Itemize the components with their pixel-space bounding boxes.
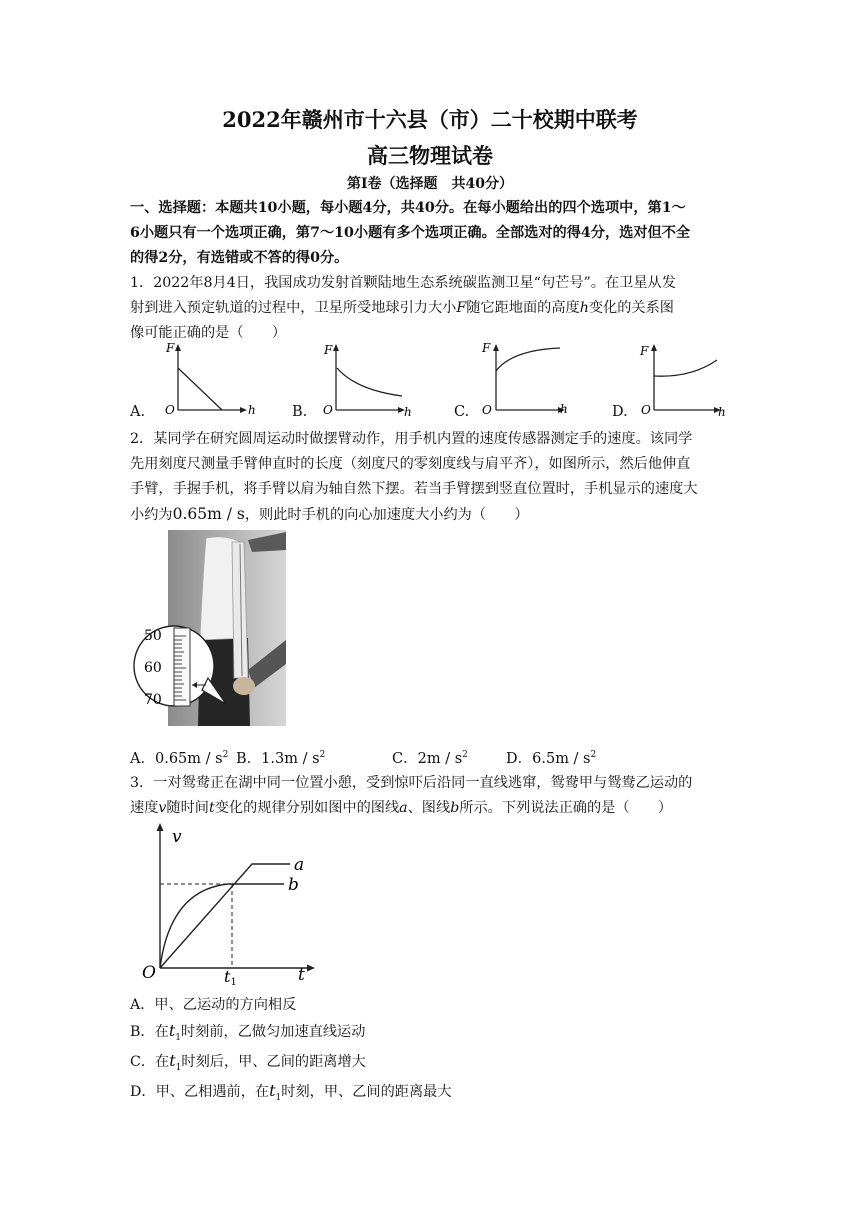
q1a-axis-y: F	[166, 341, 175, 355]
ruler-mark-50: 50	[144, 628, 162, 644]
q1a-axis-x: h	[248, 403, 256, 417]
option-sup: 2	[590, 750, 597, 761]
option-text: C．在	[130, 1054, 170, 1070]
q2-line-1: 2．某同学在研究圆周运动时做摆臂动作，用手机内置的速度传感器测定手的速度。该同学	[130, 431, 693, 447]
q3-option-d	[130, 1078, 730, 1111]
q2-option-b	[236, 747, 325, 768]
q1b-axis-x: h	[404, 405, 412, 419]
q1-text: 变化的关系图	[588, 300, 674, 316]
var-t: t	[208, 800, 215, 816]
option-letter: C．	[392, 751, 418, 767]
q3-text: 随时间	[166, 800, 209, 816]
q3-option-b	[130, 1018, 730, 1051]
q1c-axis-y: F	[482, 341, 491, 355]
var-t1-sub: 1	[175, 1062, 182, 1073]
var-h: h	[579, 300, 589, 316]
q3-axis-x: t	[298, 965, 305, 985]
q3-text: 变化的规律分别如图中的图线	[214, 800, 400, 816]
option-text: B．在	[130, 1024, 169, 1040]
q1-option-c-graph	[478, 336, 578, 420]
ruler-mark-60: 60	[144, 660, 162, 676]
q1-option-b-graph	[318, 338, 418, 420]
var-t1: t	[269, 1081, 276, 1100]
var-a: a	[399, 800, 408, 816]
option-value: 0.65m / s	[154, 751, 223, 767]
var-v: v	[158, 800, 167, 816]
ruler-mark-70: 70	[144, 692, 162, 708]
q3-text: 所示。下列说法正确的是（ ）	[459, 800, 673, 816]
option-sup: 2	[319, 750, 326, 761]
option-text: 时刻，甲、乙间的距离最大	[281, 1084, 452, 1100]
option-value: 6.5m / s	[532, 751, 591, 767]
q1c-origin: O	[482, 403, 492, 417]
q3-label-b: b	[288, 875, 299, 895]
q3-option-c	[130, 1048, 730, 1081]
q1-option-a-letter: A.	[130, 404, 146, 420]
q1b-origin: O	[323, 403, 333, 417]
q1c-axis-x: h	[560, 402, 568, 416]
tick-t: t	[224, 967, 231, 986]
q3-text: 速度	[130, 800, 159, 816]
q1-option-d-graph	[636, 338, 732, 420]
option-sup: 2	[462, 750, 468, 761]
q1a-origin: O	[165, 403, 175, 417]
q3-text: 、图线	[407, 800, 451, 816]
var-t1-sub: 1	[175, 1032, 181, 1043]
q1-option-c-letter: C.	[454, 404, 470, 420]
q1-option-a-graph	[160, 338, 260, 420]
q1-line-1: 1．2022年8月4日，我国成功发射首颗陆地生态系统碳监测卫星“句芒号”。在卫星从发	[130, 275, 676, 291]
q2-speed-value: 0.65m / s	[172, 505, 245, 523]
q1-option-b-letter: B.	[292, 404, 308, 420]
q3-axis-y: v	[172, 827, 182, 847]
option-text: 时刻前，乙做匀加速直线运动	[180, 1024, 366, 1040]
q3-tick-t1	[224, 967, 237, 988]
q3-line-1: 3．一对鸳鸯正在湖中同一位置小憩，受到惊吓后沿同一直线逃窜，鸳鸯甲与鸳鸯乙运动的	[130, 775, 693, 791]
q1d-origin: O	[641, 403, 651, 417]
q3-option-a: A．甲、乙运动的方向相反	[130, 997, 297, 1013]
q3-label-a: a	[294, 855, 305, 875]
q1-option-d-letter: D.	[612, 404, 628, 420]
option-sup: 2	[222, 750, 229, 761]
q2-option-d	[506, 747, 596, 768]
option-letter: D．	[506, 751, 533, 767]
q2-line-2: 先用刻度尺测量手臂伸直时的长度（刻度尺的零刻度线与肩平齐），如图所示，然后他伸直	[130, 456, 691, 472]
exam-subtitle: 高三物理试卷	[367, 143, 493, 168]
q1-text: 随它距地面的高度	[466, 300, 580, 316]
var-t1-sub: 1	[275, 1092, 282, 1103]
option-value: 2m / s	[417, 751, 463, 767]
section-heading: 第Ⅰ卷（选择题 共40分）	[346, 176, 514, 192]
q1-line-3: 像可能正确的是（ ）	[130, 325, 287, 341]
exam-title: 2022年赣州市十六县（市）二十校期中联考	[222, 107, 638, 132]
q1-line-2	[130, 296, 730, 321]
var-F: F	[456, 300, 467, 316]
instructions-line-1: 一、选择题：本题共10小题，每小题4分，共40分。在每小题给出的四个选项中，第1～	[130, 200, 686, 216]
option-text: D．甲、乙相遇前，在	[130, 1084, 270, 1100]
q2-text: ，则此时手机的向心加速度大小约为（ ）	[244, 507, 529, 523]
option-text: 时刻后，甲、乙间的距离增大	[181, 1054, 366, 1070]
q2-line-4	[130, 502, 730, 528]
var-t1: t	[168, 1021, 176, 1040]
q1-text: 射到进入预定轨道的过程中，卫星所受地球引力大小	[130, 300, 457, 316]
q1b-axis-y: F	[324, 343, 333, 357]
option-letter: A．	[130, 751, 155, 767]
q2-option-a	[130, 747, 228, 768]
instructions-line-2: 6小题只有一个选项正确，第7～10小题有多个选项正确。全部选对的得4分，选对但不全	[130, 225, 691, 241]
q2-text: 小约为	[130, 507, 173, 523]
q2-option-c	[392, 747, 468, 768]
q3-vt-graph	[134, 818, 334, 988]
var-b: b	[450, 800, 460, 816]
q3-origin: O	[142, 963, 156, 983]
option-letter: B．	[236, 751, 262, 767]
arm-measurement-photo	[130, 528, 290, 738]
q1d-axis-x: h	[718, 405, 726, 419]
option-value: 1.3m / s	[261, 751, 320, 767]
tick-sub: 1	[230, 977, 237, 988]
instructions-line-3: 的得2分，有选错或不答的得0分。	[130, 250, 349, 266]
q2-line-3: 手臂，手握手机，将手臂以肩为轴自然下摆。若当手臂摆到竖直位置时，手机显示的速度大	[130, 481, 698, 497]
var-t1: t	[169, 1051, 176, 1070]
q1d-axis-y: F	[640, 344, 649, 358]
